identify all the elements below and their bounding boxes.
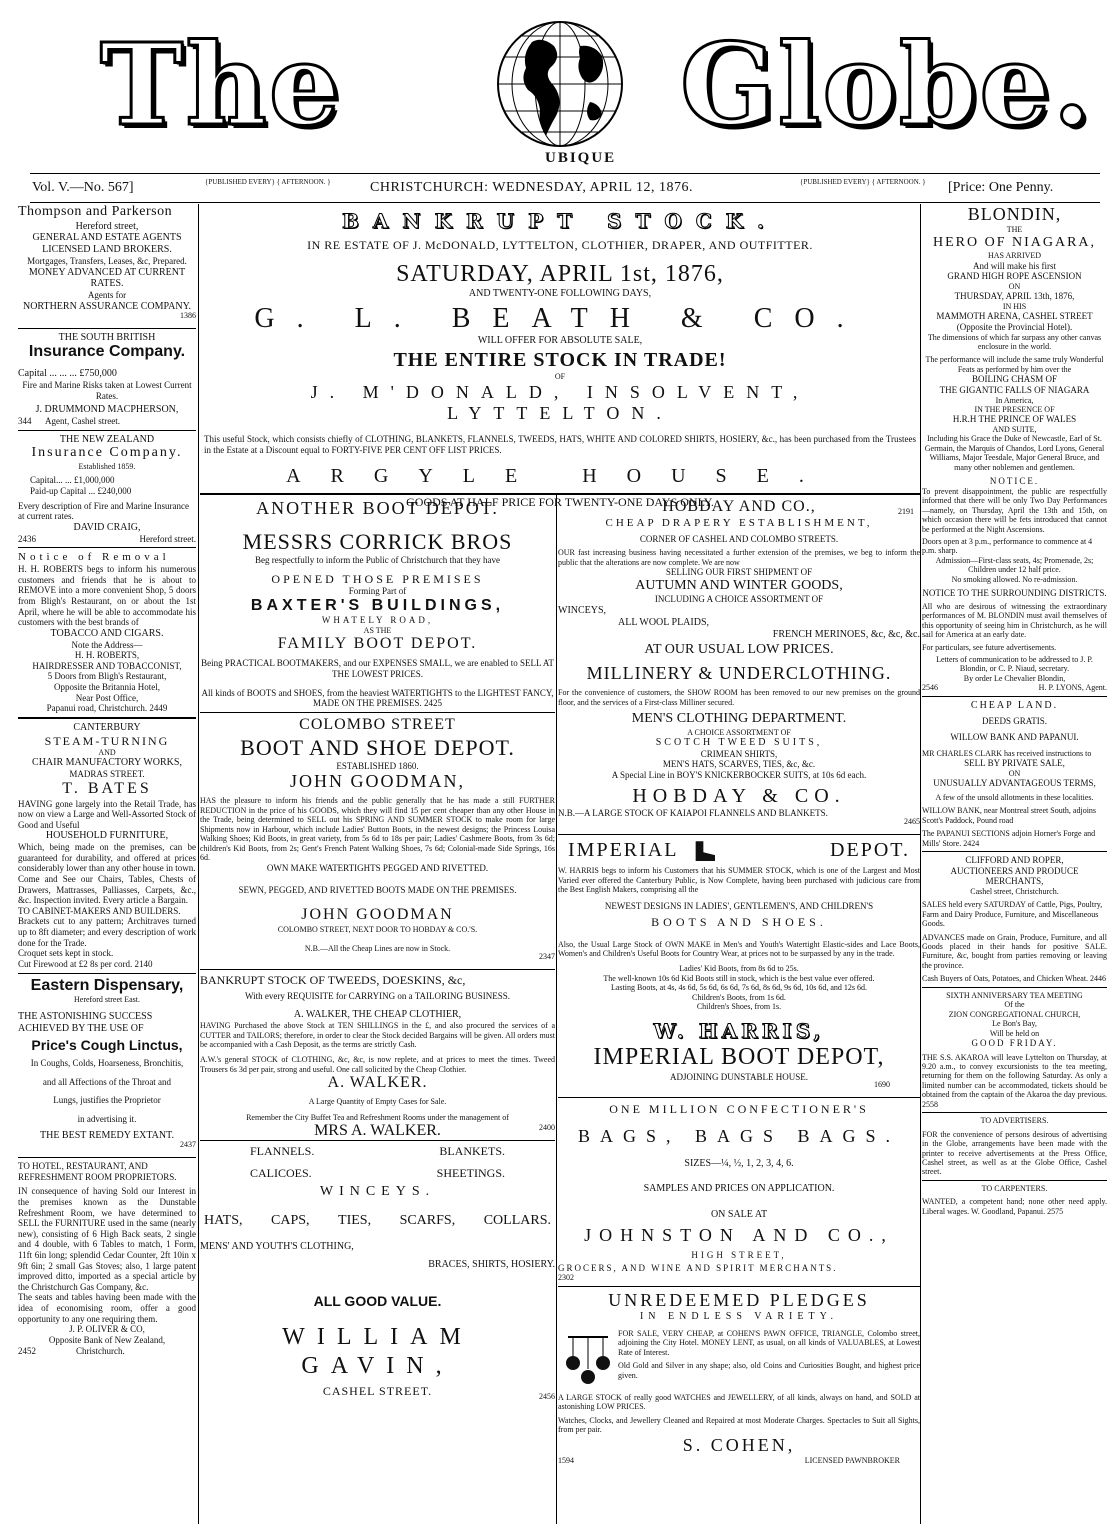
ad-text: ON SALE AT	[710, 1209, 768, 1221]
ad-heading: Thompson and Parkerson	[18, 204, 173, 219]
ad-text: SIZES—¼, ½, 1, 2, 3, 4, 6.	[684, 1157, 794, 1169]
ad-text: To prevent disappointment, the public are respectfully informed that there will be only Two Day Performances—namely, on Thursday, April the 13th and 15th, on which occasion there will be fets introduced that cannot be performed at the Night Ascensions.	[922, 486, 1107, 534]
ad-text: TIES,	[338, 1212, 372, 1228]
ad-heading: MILLINERY & UNDERCLOTHING.	[586, 662, 892, 683]
ad-text: Cashel street, Christchurch.	[970, 886, 1059, 896]
ad-new-zealand-insurance	[18, 434, 196, 545]
ad-text: A Special Line in BOY'S KNICKERBOCKER SUITS, at 10s 6d each.	[611, 770, 867, 781]
ad-text: TO CABINET-MAKERS AND BUILDERS.	[18, 905, 181, 916]
ad-text: SELLING OUR FIRST SHIPMENT OF	[665, 567, 813, 578]
ad-text: THE S.S. AKAROA will leave Lyttelton on Thursday, at 9.20 a.m., to convey excursionists to the tea meeting, returning for them on the following Saturday. As only a limited number can be accommodated, tickets should be obtained from the captain of the Akaroa the day previous. 2558	[922, 1052, 1107, 1109]
ad-steam-turning	[18, 722, 196, 970]
ad-text: The PAPANUI SECTIONS adjoin Horner's Forge and Mills' Store. 2424	[922, 829, 1096, 848]
boot-icon	[693, 841, 715, 861]
ad-text: Forming Part of	[348, 585, 407, 596]
ad-text: Watches, Clocks, and Jewellery Cleaned and Repaired at most Moderate Charges. Spectacles to Suit all Sights, from per pair.	[558, 1415, 920, 1435]
ad-text: GROCERS, AND WINE AND SPIRIT MERCHANTS.	[558, 1262, 838, 1273]
ad-heading: FAMILY BOOT DEPOT.	[277, 635, 478, 653]
ad-text: CHEAP DRAPERY ESTABLISHMENT,	[605, 516, 873, 529]
ad-text: THE NEW ZEALAND	[59, 433, 155, 445]
ad-text: THURSDAY, APRIL 13th, 1876,	[954, 291, 1075, 302]
globe-icon	[460, 12, 660, 172]
ad-text: GOOD FRIDAY.	[971, 1037, 1058, 1048]
ad-william-gavin	[200, 1144, 555, 1401]
ad-heading: ARGYLE HOUSE.	[286, 465, 834, 488]
dateline-place-date: CHRISTCHURCH: WEDNESDAY, APRIL 12, 1876.	[370, 180, 693, 195]
ad-text: N.B.—All the Cheap Lines are now in Stock.	[304, 944, 451, 954]
ad-text: N.B.—A LARGE STOCK OF KAIAPOI FLANNELS AND BLANKETS.	[558, 808, 828, 819]
ad-heading: CHEAP LAND.	[970, 699, 1059, 711]
ad-text: IN THE PRESENCE OF	[974, 404, 1055, 414]
ad-text: HAS ARRIVED	[987, 251, 1042, 261]
ad-text: Including his Grace the Duke of Newcastle, Earl of St. Germain, the Marquis of Chandos, Lord Lyons, General Williams, Major Teesdale, Major General Bruce, and many other noblemen and gentlemen.	[924, 434, 1105, 472]
ad-text: CRIMEAN SHIRTS,	[700, 748, 778, 759]
ad-text: Opposite the Britannia Hotel,	[54, 682, 160, 693]
column-rule	[920, 204, 921, 1524]
ad-text: OWN MAKE WATERTIGHTS PEGGED AND RIVETTED.	[266, 862, 489, 873]
ad-text: SEWN, PEGGED, AND RIVETTED BOOTS MADE ON THE PREMISES.	[238, 885, 517, 896]
ad-heading: TO ADVERTISERS.	[980, 1116, 1049, 1126]
ad-text: FRENCH MERINOES, &c, &c, &c.	[772, 628, 920, 640]
ad-text: Agents for	[87, 290, 127, 301]
ad-tea-meeting	[922, 991, 1107, 1109]
ad-number: 2436	[18, 533, 36, 544]
ad-text: WINCEYS,	[558, 605, 607, 617]
ad-text: UNUSUALLY ADVANTAGEOUS TERMS,	[933, 778, 1096, 789]
ad-heading: G. L. BEATH & CO.	[254, 302, 866, 334]
ad-text: Children's Boots, from 1s 6d.	[692, 992, 786, 1002]
ad-heading: Insurance Company.	[28, 343, 186, 361]
ad-text: And will make his first	[973, 260, 1056, 271]
ad-number: 1594	[558, 1455, 574, 1465]
publication-note-right: {PUBLISHED EVERY} { AFTERNOON. }	[800, 178, 926, 186]
ad-heading: Eastern Dispensary,	[30, 976, 184, 994]
ad-text: HATS,	[204, 1212, 243, 1228]
column-rule	[556, 494, 557, 1524]
ad-text: ESTABLISHED 1860.	[336, 760, 419, 771]
ad-text: Which, being made on the premises, can be guaranteed for durability, and offered at prices considerably lower than any other house in town.	[18, 842, 196, 874]
ad-text: AUCTIONEERS AND PRODUCE MERCHANTS,	[950, 865, 1079, 887]
ad-text: Hereford street,	[75, 220, 139, 232]
ad-text: H. H. ROBERTS,	[74, 650, 140, 661]
ad-text: and all Affections of the Throat and	[42, 1076, 172, 1087]
ad-text: Children's Shoes, from 1s.	[696, 1002, 782, 1012]
ad-heading: BAGS, BAGS BAGS.	[577, 1126, 901, 1147]
ad-to-advertisers	[922, 1116, 1107, 1177]
ad-heading: THE ENTIRE STOCK IN TRADE!	[393, 348, 727, 371]
ad-text: SALES held every SATURDAY of Cattle, Pigs, Poultry, Farm and Dairy Produce, Furniture, and Miscellaneous Goods.	[922, 900, 1103, 929]
ad-heading: STEAM-TURNING	[44, 733, 170, 748]
column-4	[922, 204, 1107, 1524]
ad-heading: IMPERIAL BOOT DEPOT,	[593, 1044, 885, 1071]
column-1	[18, 204, 196, 1524]
ad-text: Note the Address—	[71, 639, 143, 650]
ad-heading: S. COHEN,	[682, 1434, 796, 1455]
ad-text: CAPS,	[271, 1212, 310, 1228]
ad-text: Croquet sets kept in stock.	[18, 948, 114, 959]
ad-heading: AT OUR USUAL LOW PRICES.	[644, 642, 834, 658]
ad-number: 2456	[539, 1392, 555, 1402]
ad-text: Brackets cut to any pattern; Architraves turned up to 8ft diameter; and every description of work done for the Trade.	[18, 916, 196, 948]
ad-text: The dimensions of which far surpass any other canvas enclosure in the world.	[927, 332, 1102, 351]
ad-text: FOR SALE, VERY CHEAP, at COHEN'S PAWN OFFICE, TRIANGLE, Colombo street, adjoining the City Hotel. MONEY LENT, as usual, on all kinds of VALUABLES, at Lowest Rate of Interest.	[618, 1328, 920, 1357]
ad-text: Old Gold and Silver in any shape; also, old Coins and Curiosities Bought, and highest price given.	[618, 1361, 920, 1380]
ad-number: 2347	[539, 951, 555, 961]
ad-text: Fire and Marine Risks taken at Lowest Current Rates.	[22, 379, 192, 401]
ad-text: ON	[1008, 768, 1021, 778]
ad-text: Come and See our Chairs, Tables, Chests of Drawers, Mattrasses, Palliasses, Carpets, &c., &c. Inspection invited. Every article a Bargain.	[18, 874, 196, 906]
ad-number: 2465	[904, 816, 920, 826]
ad-text: IN ENDLESS VARIETY.	[639, 1311, 839, 1323]
ad-text: Also, the Usual Large Stock of OWN MAKE in Men's and Youth's Watertight Elastic-sides and Lace Boots, Women's and Children's Useful Boots for Country Wear, at prices not to be surpassed by any in the trade.	[558, 939, 920, 958]
ad-text: INCLUDING A CHOICE ASSORTMENT OF	[654, 594, 824, 605]
ad-text: IN HIS	[1002, 301, 1027, 311]
ad-text: Near Post Office,	[75, 692, 139, 703]
ad-text: GOODS AT HALF PRICE FOR TWENTY-ONE DAYS ONLY.	[406, 495, 714, 509]
ad-heading: JOHNSTON AND CO.,	[584, 1224, 894, 1245]
ad-heading: BANKRUPT STOCK.	[341, 209, 779, 233]
ad-text: THE ASTONISHING SUCCESS ACHIEVED BY THE USE OF	[18, 1010, 153, 1034]
ad-text: In America,	[995, 395, 1034, 405]
ad-text: Cut Firewood at £2 8s per cord. 2140	[18, 958, 153, 969]
ad-text: AND TWENTY-ONE FOLLOWING DAYS,	[468, 288, 652, 300]
ad-number: 1690	[874, 1080, 890, 1090]
column-rule	[198, 204, 199, 1524]
ad-text: A CHOICE ASSORTMENT OF	[687, 727, 791, 737]
ad-text: This useful Stock, which consists chiefly of CLOTHING, BLANKETS, FLANNELS, TWEEDS, HATS, WHITE AND COLORED SHIRTS, HOSIERY, &c., has been purchased from the Trustees in the Estate at a Discount equal to FORTY-FIVE PER CENT OFF LIST PRICES.	[204, 434, 916, 455]
ad-text: AND SUITE,	[992, 425, 1037, 434]
ad-heading: JOHN GOODMAN	[301, 905, 454, 923]
ad-text: SCOTCH TWEED SUITS,	[655, 737, 823, 749]
ad-text: THE BEST REMEDY EXTANT.	[39, 1130, 174, 1142]
ad-text: THE	[1006, 225, 1023, 235]
ad-heading: TO CARPENTERS.	[981, 1183, 1048, 1193]
ad-corrick-bros	[200, 498, 555, 709]
ad-heading: DEPOT.	[830, 838, 910, 861]
ad-heading: COLOMBO STREET	[299, 715, 456, 733]
ad-text: BRACES, SHIRTS, HOSIERY.	[428, 1259, 555, 1271]
ad-text: Lungs, justifies the Proprietor	[53, 1095, 161, 1106]
ad-text: J. P. OLIVER & CO,	[69, 1324, 145, 1335]
ad-text: WILLOW BANK AND PAPANUI.	[950, 732, 1079, 743]
ad-heading: TO HOTEL, RESTAURANT, AND REFRESHMENT ROOM PROPRIETORS.	[18, 1161, 177, 1182]
ad-text: FLANNELS.	[250, 1143, 315, 1158]
ad-heading: HOBDAY & CO.	[632, 784, 846, 807]
ad-text: The seats and tables having been made with the idea of economising room, offer a good opportunity to any one requiring them.	[18, 1292, 196, 1324]
ad-text: For particulars, see future advertisements.	[922, 642, 1057, 652]
ad-text: SCARFS,	[399, 1212, 456, 1228]
ad-text: Christchurch.	[76, 1345, 125, 1356]
ad-text: BOOTS AND SHOES.	[651, 915, 827, 930]
ad-text: DEEDS GRATIS.	[981, 715, 1047, 726]
ad-text: AS THE	[363, 626, 392, 636]
ad-heading: CLIFFORD AND ROPER,	[965, 855, 1064, 866]
ad-text: CORNER OF CASHEL AND COLOMBO STREETS.	[639, 533, 839, 544]
ad-text: BOILING CHASM OF	[971, 374, 1057, 385]
ad-heading: HOBDAY AND CO.,	[662, 498, 816, 515]
ad-text: MONEY ADVANCED AT CURRENT RATES.	[28, 266, 186, 290]
ad-heading: ALL GOOD VALUE.	[313, 1292, 442, 1309]
ad-text: in advertising it.	[77, 1113, 137, 1124]
ad-text: LICENSED PAWNBROKER	[804, 1455, 900, 1465]
ad-text: Mortgages, Transfers, Leases, &c, Prepared.	[27, 255, 187, 266]
ad-text: The well-known 10s 6d Kid Boots still in stock, which is the best value ever offered.	[603, 973, 875, 983]
ad-cheap-land	[922, 700, 1107, 848]
masthead-title-right: Globe.	[680, 20, 1094, 151]
ad-text: DAVID CRAIG,	[73, 521, 141, 533]
ad-text: SELL BY PRIVATE SALE,	[964, 758, 1065, 769]
ad-text: Being PRACTICAL BOOTMAKERS, and our EXPENSES SMALL, we are enabled to SELL AT THE LOWEST PRICES.	[201, 658, 554, 679]
ad-text: CALICOES.	[250, 1166, 312, 1181]
ad-heading: JOHN GOODMAN,	[289, 771, 465, 792]
ad-text: A.W.'s general STOCK of CLOTHING, &c, &c, is now replete, and at prices to meet the times. Tweed Trousers 6s 3d per pair, strong and useful. One call solicited by the Cheap Clothier.	[200, 1055, 555, 1074]
ad-heading: IMPERIAL	[568, 838, 679, 861]
ad-text: WILLOW BANK, near Montreal street South, adjoins Scott's Paddock, Pound road	[922, 806, 1097, 825]
ad-text: Le Bon's Bay,	[992, 1019, 1037, 1029]
ad-heading: W. HARRIS,	[653, 1018, 825, 1043]
ad-thompson-parkerson	[18, 204, 196, 320]
ad-text: NORTHERN ASSURANCE COMPANY.	[22, 300, 192, 312]
pawnbroker-balls-icon	[558, 1329, 618, 1389]
ad-text: A few of the unsold allotments in these localities.	[935, 792, 1094, 802]
ad-text: Capital ... ... ... £750,000	[18, 368, 117, 380]
ad-text: No smoking allowed. No re-admission.	[951, 574, 1078, 584]
ad-text: Ladies' Kid Boots, from 8s 6d to 25s.	[679, 964, 799, 974]
ad-text: H. H. ROBERTS begs to inform his numerous customers and friends that he is about to REMOVE into a more convenient Shop, 5 doors from Bligh's Restaurant, on or about the 1st April, where he will be able to accommodate his customers with the best brands of	[18, 564, 196, 628]
ad-heading: A. WALKER.	[327, 1074, 428, 1092]
ad-text: CASHEL STREET.	[322, 1383, 433, 1398]
ad-text: By order Le Chevalier Blondin,	[963, 673, 1066, 683]
ad-text: Established 1859.	[78, 461, 136, 471]
masthead-motto: UBIQUE	[545, 150, 617, 166]
ad-clifford-roper	[922, 855, 1107, 984]
ad-heading: BLONDIN,	[967, 204, 1062, 224]
ad-text: GRAND HIGH ROPE ASCENSION	[947, 271, 1082, 282]
ad-number: 2400	[539, 1122, 555, 1132]
ad-hotel-furniture	[18, 1161, 196, 1356]
ad-heading: T. BATES	[62, 779, 152, 797]
ad-text: H.R.H THE PRINCE OF WALES	[952, 414, 1077, 425]
ad-text: THE GIGANTIC FALLS OF NIAGARA	[939, 384, 1090, 395]
ad-text: MENS' AND YOUTH'S CLOTHING,	[200, 1241, 354, 1253]
masthead	[90, 12, 1094, 172]
ad-text: OUR fast increasing business having necessitated a further extension of the premises, we beg to inform the public that the alterations are now complete. We are now	[558, 548, 920, 567]
ad-number: 344	[18, 416, 32, 426]
ad-text: Of the	[1004, 1000, 1025, 1010]
ad-text: Letters of communication to be addressed to J. P. Blondin, or C. P. Niaud, secretary.	[936, 654, 1093, 674]
ad-heading: MRS A. WALKER.	[314, 1122, 441, 1139]
ad-heading: SIXTH ANNIVERSARY TEA MEETING	[946, 990, 1083, 1000]
ad-text: Doors open at 3 p.m., performance to commence at 4 p.m. sharp.	[922, 536, 1093, 556]
ad-text: AND	[98, 747, 116, 757]
ad-heading: ANOTHER BOOT DEPOT.	[256, 498, 499, 518]
ad-heading: SATURDAY, APRIL 1st, 1876,	[396, 260, 724, 287]
ad-heading: J. M'DONALD, INSOLVENT, LYTTELTON.	[310, 381, 810, 423]
ad-text: GENERAL AND ESTATE AGENTS	[32, 232, 182, 244]
ad-text: HAIRDRESSER AND TOBACCONIST,	[32, 660, 182, 671]
ad-johnston	[558, 1102, 920, 1283]
ad-heading: BOOT AND SHOE DEPOT.	[240, 734, 515, 760]
ad-hobday	[558, 498, 920, 826]
ad-heading: MEN'S CLOTHING DEPARTMENT.	[631, 711, 847, 727]
ad-john-goodman	[200, 716, 555, 961]
ad-text: TOBACCO AND CIGARS.	[50, 627, 164, 639]
ad-text: Admission—First-class seats, 4s; Promenade, 2s; Children under 12 half price.	[935, 555, 1094, 575]
ad-text: Paid-up Capital ... £240,000	[30, 485, 132, 496]
ad-text: J. DRUMMOND MACPHERSON,	[35, 404, 179, 416]
ad-to-carpenters	[922, 1184, 1107, 1216]
ad-text: COLLARS.	[483, 1212, 551, 1228]
ad-text: A LARGE STOCK of really good WATCHES and JEWELLERY, of all kinds, always on hand, and SOLD at astonishing LOW PRICES.	[558, 1392, 920, 1412]
ad-text: MAMMOTH ARENA, CASHEL STREET	[936, 311, 1093, 322]
ad-text: A Large Quantity of Empty Cases for Sale.	[308, 1097, 447, 1107]
ad-text: ON	[1008, 281, 1021, 291]
price: [Price: One Penny.	[948, 180, 1054, 195]
ad-text: Capital... ... £1,000,000	[30, 475, 115, 486]
ad-heading: MESSRS CORRICK BROS	[242, 529, 513, 555]
ad-heading: HERO OF NIAGARA,	[932, 234, 1097, 250]
volume-number: Vol. V.—No. 567]	[32, 180, 134, 195]
ad-text: For the convenience of customers, the SHOW ROOM has been removed to our new premises on the ground floor, and the services of a First-class Milliner secured.	[558, 688, 920, 707]
ad-text: Papanui road, Christchurch. 2449	[46, 703, 168, 714]
ad-text: In Coughs, Colds, Hoarseness, Bronchitis,	[30, 1057, 184, 1068]
ad-text: All kinds of BOOTS and SHOES, from the heaviest WATERTIGHTS to the LIGHTEST FANCY, MADE ON THE PREMISES. 2425	[201, 687, 554, 709]
ad-text: LICENSED LAND BROKERS.	[42, 244, 172, 256]
ad-text: WHATELY ROAD,	[321, 615, 434, 626]
ad-text: NOTICE TO THE SURROUNDING DISTRICTS.	[922, 588, 1107, 599]
ad-south-british	[18, 332, 196, 427]
ad-text: ADJOINING DUNSTABLE HOUSE.	[669, 1071, 809, 1082]
publication-note-left: {PUBLISHED EVERY} { AFTERNOON. }	[205, 178, 331, 186]
section-divider	[200, 493, 920, 495]
ad-text: 5 Doors from Bligh's Restaurant,	[47, 671, 167, 682]
ad-text: WILL OFFER FOR ABSOLUTE SALE,	[477, 334, 643, 346]
ad-text: Will be held on	[989, 1028, 1040, 1038]
ad-text: (Opposite the Provincial Hotel).	[956, 321, 1073, 332]
ad-text: HOUSEHOLD FURNITURE,	[45, 830, 169, 842]
ad-text: MADRAS STREET.	[69, 769, 145, 780]
ad-text: All who are desirous of witnessing the extraordinary performances of M. BLONDIN must avail themselves of this opportunity of seeing him in Christchurch, as he will sail for America at an early date.	[922, 601, 1107, 640]
ad-blondin	[922, 204, 1107, 693]
ad-text: HAVING gone largely into the Retail Trade, has now on view a Large and Well-Assorted Stock of Good and Useful	[18, 798, 196, 830]
ad-heading: ONE MILLION CONFECTIONER'S	[609, 1102, 869, 1117]
ad-text: Lasting Boots, at 4s, 4s 6d, 5s 6d, 6s 6d, 7s 6d, 8s 6d, 9s 6d, 10s 6d, and 12s 6d.	[610, 983, 867, 993]
ad-text: HAVING Purchased the above Stock at TEN SHILLINGS in the £, and also procured the services of a CUTTER and TAILORS; therefore, in order to clear the Stock decided Bargains will be given. All orders must be accompanied with a Cash Deposit, as the terms are strictly Cash.	[200, 1021, 555, 1049]
ad-text: SHEETINGS.	[436, 1166, 505, 1181]
ad-text: OPENED THOSE PREMISES	[271, 571, 484, 586]
ad-text: WANTED, a competent hand; none other need apply. Liberal wages. W. Goodland, Papanui. 2575	[922, 1197, 1107, 1216]
ad-heading: Price's Cough Linctus,	[31, 1037, 183, 1054]
ad-text: MR CHARLES CLARK has received instructions to	[922, 748, 1092, 758]
ad-text: ALL WOOL PLAIDS,	[618, 616, 710, 628]
masthead-title-left: The	[100, 20, 343, 151]
ad-heading: BAXTER'S BUILDINGS,	[250, 596, 505, 614]
ad-notice-of-removal	[18, 551, 196, 714]
ad-text: Opposite Bank of New Zealand,	[48, 1334, 166, 1345]
ad-number: 2437	[180, 1140, 196, 1150]
ad-number: 1386	[180, 310, 196, 320]
ad-text: H. P. LYONS, Agent.	[1038, 683, 1107, 693]
ad-text: HAS the pleasure to inform his friends and the public generally that he has made a still FURTHER REDUCTION in the price of his GOODS, which they will find 15 per cent cheaper than any other House in the Trade, being determined to SELL out his SPRING AND SUMMER STOCK to make room for large Shipments now in Harbour, which include Ladies' Button Boots, in the newest designs; the Princess Louisa Walking Shoes; Kid Boots, in great variety, from 5s 6d to 18s per pair; Ladies' Cashmere Boots, from 3s 6d; children's Kid Boots, from 2s; Gent's French Patent Walking Shoes, 7s 6d; Colonial-made Side Springs, 16s 6d.	[200, 796, 555, 863]
ad-number: 2302	[558, 1273, 574, 1283]
ad-text: CANTERBURY	[73, 721, 141, 733]
ad-heading: UNREDEEMED PLEDGES	[608, 1289, 870, 1310]
ad-heading: Insurance Company.	[31, 445, 183, 461]
ad-text: FOR the convenience of persons desirous of advertising in the Globe, arrangements have been made with the printer to receive advertisements at the Press Office, Cashel street, as well as at the Globe Office, Cashel street.	[922, 1129, 1107, 1177]
column-2	[200, 498, 555, 1524]
ad-number: 2546	[922, 683, 938, 693]
ad-text: Every description of Fire and Marine Insurance at current rates.	[18, 500, 189, 522]
ad-text: BLANKETS.	[439, 1143, 505, 1158]
dateline	[30, 173, 1100, 203]
ad-heading: BANKRUPT STOCK OF TWEEDS, DOESKINS, &c,	[200, 972, 466, 987]
ad-text: THE SOUTH BRITISH	[58, 331, 156, 343]
ad-text: With every REQUISITE for CARRYING on a TAILORING BUSINESS.	[245, 990, 510, 1001]
column-3	[558, 498, 920, 1524]
ad-heading: Notice of Removal	[18, 551, 170, 564]
ad-heading: NOTICE.	[989, 476, 1040, 487]
ad-text: HIGH STREET,	[691, 1250, 787, 1261]
ad-text: NEWEST DESIGNS IN LADIES', GENTLEMEN'S, AND CHILDREN'S	[604, 900, 874, 911]
ad-text: Hereford street.	[139, 533, 196, 544]
ad-text: OF	[554, 372, 566, 382]
ad-text: MEN'S HATS, SCARVES, TIES, &c, &c.	[662, 759, 816, 770]
ad-walker	[200, 972, 555, 1139]
ad-number: 2191	[898, 507, 914, 517]
ad-eastern-dispensary	[18, 977, 196, 1150]
ad-heading: WILLIAM GAVIN,	[282, 1324, 473, 1379]
ad-text: Remember the City Buffet Tea and Refreshment Rooms under the management of	[246, 1112, 509, 1122]
ad-text: IN consequence of having Sold our Interest in the premises known as the Dunstable Refreshment Room, we have determined to SELL the FURNITURE used in the same (nearly new), consisting of 6 High Back seats, 2 single and 4 double, with 6 Tables to match, 1 Form, 11ft 6in long; splendid Cedar Counter, 2ft 10in x 9ft 6in; 2 small Gas Stoves; also, 1 large patent improved ditto, imported as a special article by the Christchurch Gas Company, &c.	[18, 1186, 196, 1292]
ad-text: W. HARRIS begs to inform his Customers that his SUMMER STOCK, which is one of the Largest and Most Varied ever offered the Canterbury Public, is Now Complete, having been purchased with judicious care from the Best English Makers, comprising all the	[558, 866, 920, 895]
ad-text: A. WALKER, THE CHEAP CLOTHIER,	[293, 1009, 462, 1021]
ad-text: Cash Buyers of Oats, Potatoes, and Chicken Wheat. 2446	[922, 974, 1107, 984]
ad-cohen	[558, 1290, 920, 1465]
ad-text: CHAIR MANUFACTORY WORKS,	[32, 757, 182, 769]
ad-number: 2452	[18, 1345, 36, 1356]
ad-text: COLOMBO STREET, NEXT DOOR TO HOBDAY & CO.'S.	[277, 924, 478, 934]
ad-text: Beg respectfully to inform the Public of Christchurch that they have	[255, 555, 500, 566]
ad-text: IN RE ESTATE OF J. McDONALD, LYTTELTON, CLOTHIER, DRAPER, AND OUTFITTER.	[307, 237, 813, 252]
ad-text: ADVANCES made on Grain, Produce, Furniture, and all Goods placed in their hands for positive SALE. Furniture, &c, bought from parties removing or leaving the province.	[922, 932, 1107, 970]
ad-w-harris	[558, 839, 920, 1089]
ad-heading: AUTUMN AND WINTER GOODS,	[635, 577, 843, 593]
ad-heading: WINCEYS.	[319, 1184, 436, 1200]
ad-text: Agent, Cashel street.	[45, 416, 120, 426]
ad-text: ZION CONGREGATIONAL CHURCH,	[948, 1009, 1081, 1019]
ad-text: Hereford street East.	[74, 995, 140, 1005]
ad-text: SAMPLES AND PRICES ON APPLICATION.	[643, 1183, 835, 1195]
ad-text: The performance will include the same truly Wonderful Feats as performed by him over the	[925, 355, 1104, 374]
